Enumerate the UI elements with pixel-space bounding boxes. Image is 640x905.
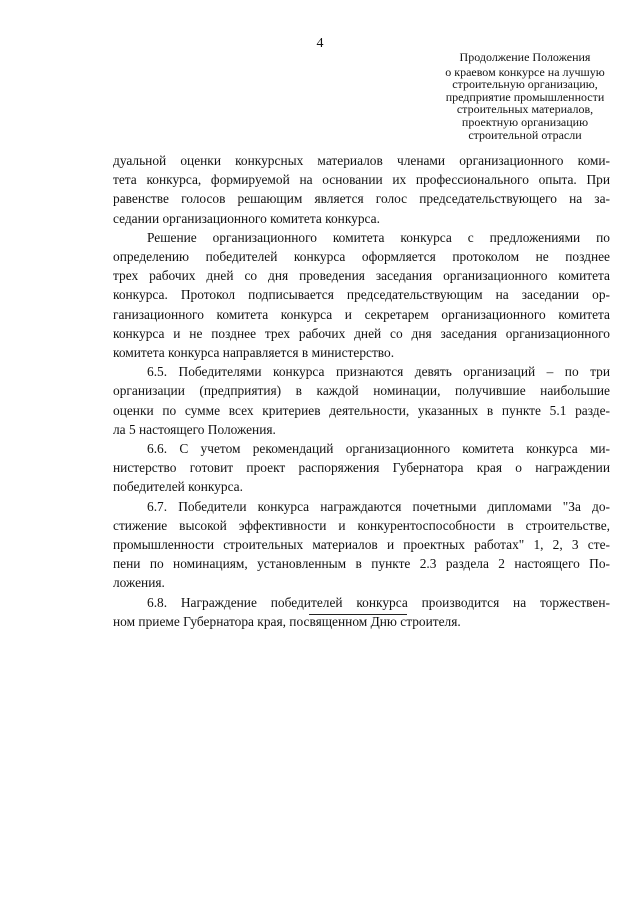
text-line: конкурса. Протокол подписывается председательствующим на заседании ор- bbox=[113, 287, 610, 303]
text-line: 6.5. Победителями конкурса признаются девять организаций – по три bbox=[147, 364, 610, 380]
text-line: организации (предприятия) в каждой номинации, получившие наибольшие bbox=[113, 383, 610, 399]
text-line: промышленности строительных материалов и проектных работах" 1, 2, 3 сте- bbox=[113, 537, 610, 553]
text-line: ном приеме Губернатора края, посвященном Дню строителя. bbox=[113, 613, 461, 629]
document-continuation-header bbox=[436, 51, 614, 141]
header-line: Продолжение Положения bbox=[459, 50, 591, 64]
paragraph-continuation bbox=[113, 151, 610, 228]
header-line: строительную организацию, bbox=[452, 77, 598, 92]
page-number: 4 bbox=[316, 36, 324, 51]
paragraph-6-5 bbox=[113, 362, 610, 439]
text-line: стижение высокой эффективности и конкурентоспособности в строительстве, bbox=[113, 517, 610, 533]
paragraph-6-8 bbox=[113, 593, 610, 631]
text-line: трех рабочих дней со дня проведения заседания организационного комитета bbox=[113, 268, 610, 284]
end-separator-line bbox=[309, 614, 407, 615]
text-line: конкурса и не позднее трех рабочих дней со дня заседания организационного bbox=[113, 325, 610, 341]
text-line: 6.6. С учетом рекомендаций организационного комитета конкурса ми- bbox=[147, 441, 610, 457]
text-line: пени по номинациям, установленным в пункте 2.3 раздела 2 настоящего По- bbox=[113, 556, 610, 572]
text-line: Решение организационного комитета конкурса с предложениями по bbox=[147, 229, 610, 245]
text-line: ложения. bbox=[113, 575, 165, 591]
header-line: строительной отрасли bbox=[468, 127, 582, 142]
header-line: предприятие промышленности bbox=[445, 89, 605, 104]
header-line: строительных материалов, bbox=[456, 102, 594, 117]
text-line: оценки по сумме всех критериев деятельности, указанных в пункте 5.1 разде- bbox=[113, 402, 610, 418]
text-line: 6.8. Награждение победителей конкурса производится на торжествен- bbox=[147, 594, 610, 610]
text-line: комитета конкурса направляется в министерство. bbox=[113, 345, 395, 361]
text-line: 6.7. Победители конкурса награждаются почетными дипломами "За до- bbox=[147, 498, 610, 514]
text-line: определению победителей конкурса оформляется протоколом не позднее bbox=[113, 249, 610, 265]
text-line: равенстве голосов решающим является голос председательствующего на за- bbox=[113, 191, 610, 207]
header-line: проектную организацию bbox=[461, 114, 589, 129]
text-line: нистерство готовит проект распоряжения Губернатора края о награждении bbox=[113, 460, 610, 476]
text-line: седании организационного комитета конкурса. bbox=[113, 210, 380, 226]
text-line: ла 5 настоящего Положения. bbox=[113, 421, 276, 437]
paragraph-decision bbox=[113, 228, 610, 362]
paragraph-6-7 bbox=[113, 497, 610, 593]
paragraph-6-6 bbox=[113, 439, 610, 497]
text-line: ганизационного комитета конкурса и секретарем организационного комитета bbox=[113, 306, 610, 322]
document-body bbox=[113, 151, 610, 631]
text-line: дуальной оценки конкурсных материалов членами организационного коми- bbox=[113, 153, 610, 168]
text-line: победителей конкурса. bbox=[113, 479, 243, 495]
header-line: о краевом конкурсе на лучшую bbox=[445, 64, 605, 79]
text-line: тета конкурса, формируемой на основании их профессионального опыта. При bbox=[113, 172, 610, 188]
